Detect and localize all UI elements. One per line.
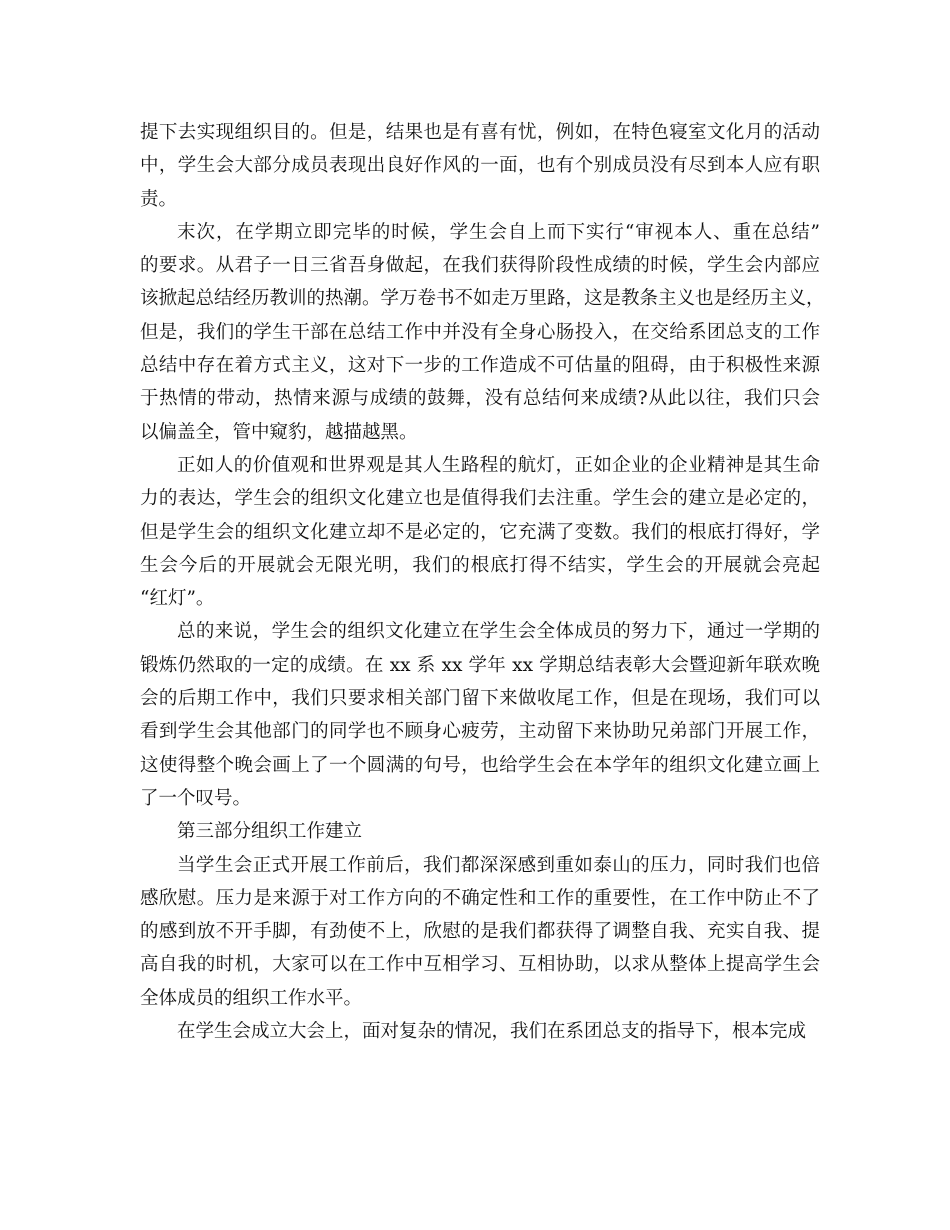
paragraph	[140, 116, 820, 216]
text-line: 全体成员的组织工作水平。	[140, 987, 363, 1009]
paragraph	[140, 1015, 820, 1048]
text-line: 责。	[140, 188, 178, 210]
text-line: 于热情的带动，热情来源与成绩的鼓舞，没有总结何来成绩?从此以往，我们只会	[140, 388, 820, 410]
text-line: 这使得整个晚会画上了一个圆满的句号，也给学生会在本学年的组织文化建立画上	[140, 754, 820, 776]
section-heading	[140, 815, 820, 848]
text-line: 正如人的价值观和世界观是其人生路程的航灯，正如企业的企业精神是其生命	[177, 454, 820, 476]
text-line: 感欣慰。压力是来源于对工作方向的不确定性和工作的重要性，在工作中防止不了	[140, 887, 820, 909]
paragraph	[140, 449, 820, 615]
text-line: 中，学生会大部分成员表现出良好作风的一面，也有个别成员没有尽到本人应有职	[140, 155, 820, 177]
text-line: 力的表达，学生会的组织文化建立也是值得我们去注重。学生会的建立是必定的，	[140, 488, 820, 510]
text-line: 该掀起总结经历教训的热潮。学万卷书不如走万里路，这是教条主义也是经历主义，	[140, 288, 825, 310]
text-line: 以偏盖全，管中窥豹，越描越黑。	[140, 421, 418, 443]
text-line: “红灯”。	[140, 588, 215, 610]
paragraph	[140, 849, 820, 1015]
document-body	[140, 116, 825, 1048]
text-line: 总结中存在着方式主义，这对下一步的工作造成不可估量的阻碍，由于积极性来源	[140, 355, 820, 377]
paragraph	[140, 615, 820, 815]
text-line: 了一个叹号。	[140, 787, 252, 809]
text-line: 总的来说，学生会的组织文化建立在学生会全体成员的努力下，通过一学期的	[177, 621, 820, 643]
text-line: 但是，我们的学生干部在总结工作中并没有全身心肠投入，在交给系团总支的工作	[140, 321, 820, 343]
text-line: 高自我的时机，大家可以在工作中互相学习、互相协助，以求从整体上提高学生会	[140, 954, 820, 976]
text-line: 会的后期工作中，我们只要求相关部门留下来做收尾工作，但是在现场，我们可以	[140, 688, 820, 710]
text-line: 的感到放不开手脚，有劲使不上，欣慰的是我们都获得了调整自我、充实自我、提	[140, 921, 820, 943]
text-line: 当学生会正式开展工作前后，我们都深深感到重如泰山的压力，同时我们也倍	[177, 854, 820, 876]
text-line: 但是学生会的组织文化建立却不是必定的，它充满了变数。我们的根底打得好，学	[140, 521, 820, 543]
text-line: 在学生会成立大会上，面对复杂的情况，我们在系团总支的指导下，根本完成	[177, 1021, 807, 1043]
paragraph	[140, 216, 825, 449]
text-line: 的要求。从君子一日三省吾身做起，在我们获得阶段性成绩的时候，学生会内部应	[140, 255, 820, 277]
text-line: 看到学生会其他部门的同学也不顾身心疲劳，主动留下来协助兄弟部门开展工作，	[140, 721, 820, 743]
text-line: 第三部分组织工作建立	[177, 821, 363, 843]
text-line: 提下去实现组织目的。但是，结果也是有喜有忧，例如，在特色寝室文化月的活动	[140, 122, 820, 143]
text-line: 末次，在学期立即完毕的时候，学生会自上而下实行“审视本人、重在总结”	[177, 221, 820, 243]
text-line: 锻炼仍然取的一定的成绩。在 xx 系 xx 学年 xx 学期总结表彰大会暨迎新年联欢晚	[140, 654, 820, 676]
text-line: 生会今后的开展就会无限光明，我们的根底打得不结实，学生会的开展就会亮起	[140, 554, 820, 576]
